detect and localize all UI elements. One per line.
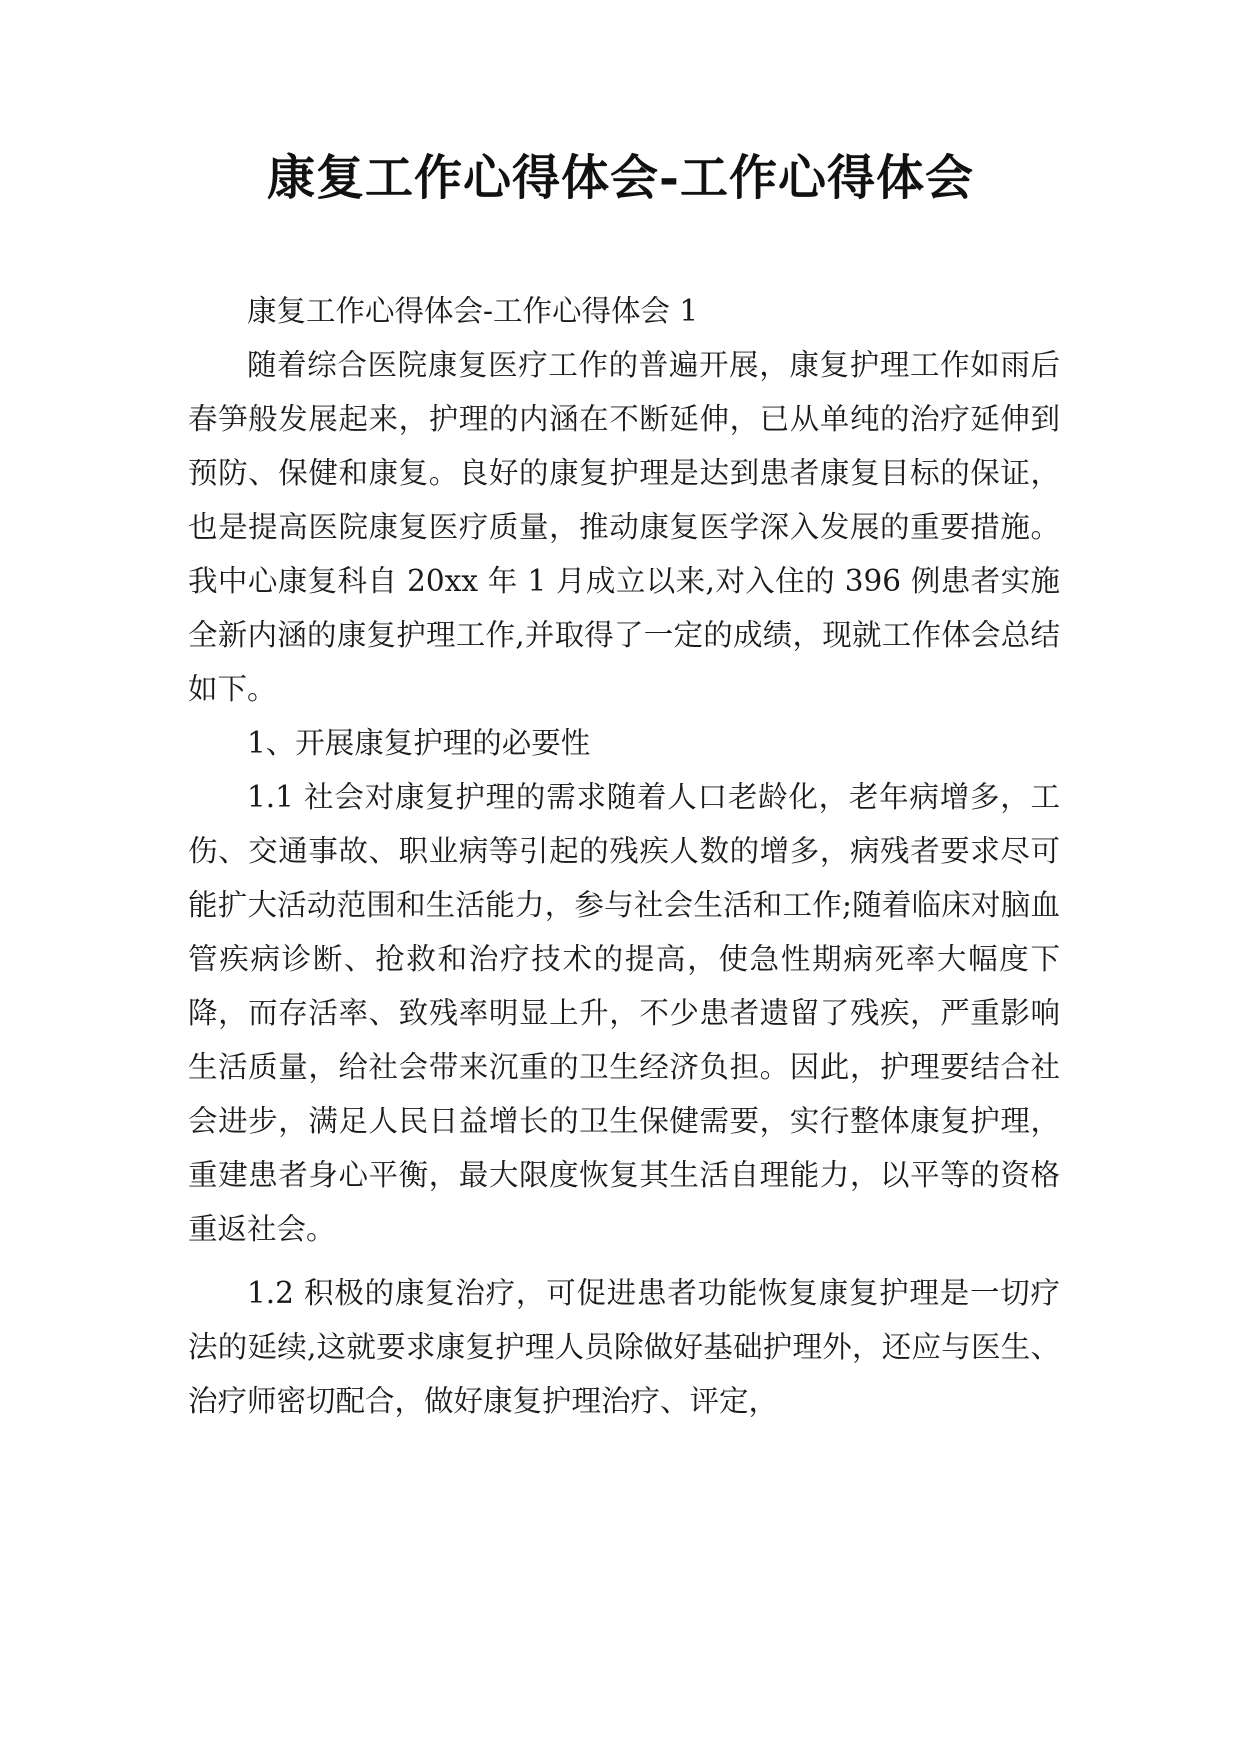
subsection-heading: 1、开展康复护理的必要性 [247, 726, 591, 760]
paragraph-1-1: 1.1 社会对康复护理的需求随着人口老龄化，老年病增多，工伤、交通事故、职业病等引起的残疾人数的增多，病残者要求尽可能扩大活动范围和生活能力，参与社会生活和工作;随着临床对脑血管疾病诊断、抢救和治疗技术的提高，使急性期病死率大幅度下降，而存活率、致残率明显上升，不少患者遗留了残疾，严重影响生活质量，给社会带来沉重的卫生经济负担。因此，护理要结合社会进步，满足人民日益增长的卫生保健需要，实行整体康复护理，重建患者身心平衡，最大限度恢复其生活自理能力，以平等的资格重返社会。 [188, 780, 1060, 1246]
paragraph-1-2: 1.2 积极的康复治疗，可促进患者功能恢复康复护理是一切疗法的延续,这就要求康复护理人员除做好基础护理外，还应与医生、治疗师密切配合，做好康复护理治疗、评定， [188, 1276, 1060, 1418]
document-body [188, 284, 1060, 1428]
document-title: 康复工作心得体会-工作心得体会 [267, 150, 974, 206]
section-heading: 康复工作心得体会-工作心得体会 1 [247, 294, 699, 328]
paragraph-intro: 随着综合医院康复医疗工作的普遍开展，康复护理工作如雨后春笋般发展起来，护理的内涵在不断延伸，已从单纯的治疗延伸到预防、保健和康复。良好的康复护理是达到患者康复目标的保证，也是提高医院康复医疗质量，推动康复医学深入发展的重要措施。我中心康复科自 20xx 年 1 月成立以来,对入住的 396 例患者实施全新内涵的康复护理工作,并取得了一定的成绩，现就工作体会总结如下。 [188, 348, 1060, 706]
